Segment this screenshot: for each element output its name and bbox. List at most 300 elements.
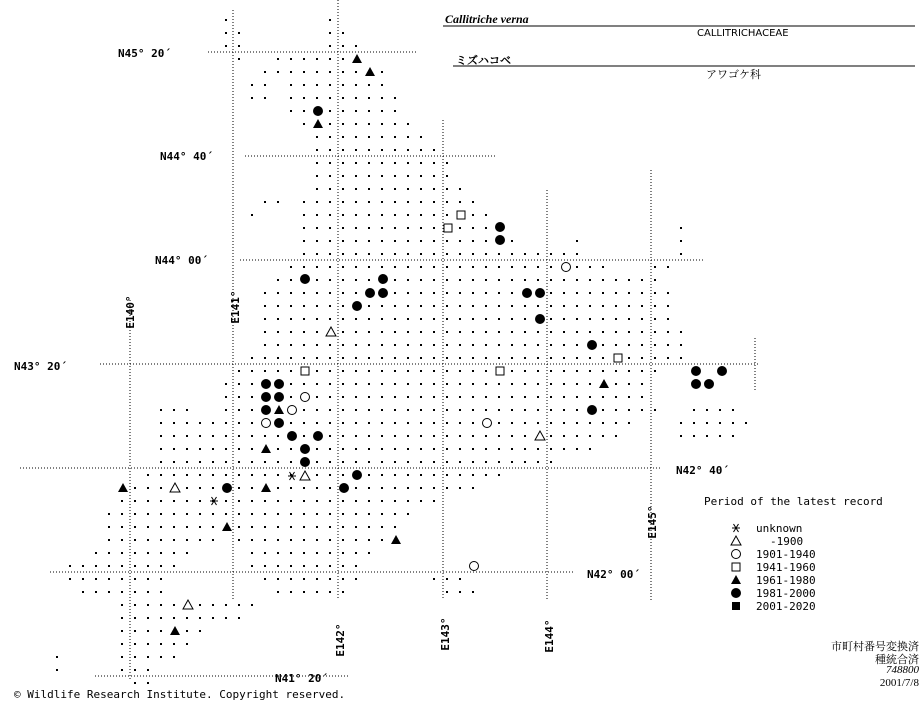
mesh-dot: [433, 253, 435, 255]
mesh-dot: [654, 370, 656, 372]
mesh-dot: [290, 383, 292, 385]
mesh-dot: [511, 435, 513, 437]
mesh-dot: [316, 266, 318, 268]
mesh-dot: [368, 539, 370, 541]
mesh-dot: [576, 266, 578, 268]
record-open-square: [444, 224, 452, 232]
legend-symbol-open-square: [732, 563, 740, 571]
mesh-dot: [485, 214, 487, 216]
mesh-dot: [329, 123, 331, 125]
mesh-dot: [407, 162, 409, 164]
mesh-dot: [303, 513, 305, 515]
mesh-dot: [459, 448, 461, 450]
mesh-dot: [212, 448, 214, 450]
mesh-dot: [446, 162, 448, 164]
mesh-dot: [550, 344, 552, 346]
mesh-dot: [459, 422, 461, 424]
mesh-dot: [290, 591, 292, 593]
mesh-dot: [264, 71, 266, 73]
record-filled-triangle: [274, 405, 284, 414]
mesh-dot: [420, 448, 422, 450]
mesh-dot: [316, 370, 318, 372]
mesh-dot: [342, 201, 344, 203]
mesh-dot: [446, 578, 448, 580]
mesh-dot: [277, 591, 279, 593]
mesh-dot: [394, 513, 396, 515]
mesh-dot: [381, 513, 383, 515]
mesh-dot: [355, 526, 357, 528]
mesh-dot: [485, 318, 487, 320]
mesh-dot: [446, 461, 448, 463]
mesh-dot: [667, 344, 669, 346]
mesh-dot: [225, 461, 227, 463]
mesh-dot: [485, 240, 487, 242]
mesh-dot: [329, 396, 331, 398]
mesh-dot: [355, 84, 357, 86]
mesh-dot: [303, 318, 305, 320]
mesh-dot: [420, 409, 422, 411]
mesh-dot: [381, 435, 383, 437]
mesh-dot: [121, 656, 123, 658]
mesh-dot: [264, 84, 266, 86]
mesh-dot: [368, 383, 370, 385]
mesh-dot: [355, 266, 357, 268]
mesh-dot: [342, 149, 344, 151]
mesh-dot: [719, 422, 721, 424]
mesh-dot: [238, 513, 240, 515]
mesh-dot: [368, 266, 370, 268]
mesh-dot: [472, 201, 474, 203]
mesh-dot: [407, 500, 409, 502]
mesh-dot: [446, 188, 448, 190]
mesh-dot: [173, 643, 175, 645]
mesh-dot: [303, 539, 305, 541]
mesh-dot: [355, 162, 357, 164]
mesh-dot: [407, 266, 409, 268]
mesh-dot: [641, 370, 643, 372]
mesh-dot: [641, 305, 643, 307]
mesh-dot: [342, 71, 344, 73]
mesh-dot: [550, 435, 552, 437]
mesh-dot: [420, 422, 422, 424]
mesh-dot: [225, 383, 227, 385]
mesh-dot: [524, 331, 526, 333]
mesh-dot: [290, 357, 292, 359]
mesh-dot: [342, 162, 344, 164]
mesh-dot: [407, 227, 409, 229]
mesh-dot: [433, 292, 435, 294]
mesh-dot: [602, 318, 604, 320]
mesh-dot: [316, 58, 318, 60]
mesh-dot: [342, 123, 344, 125]
mesh-dot: [69, 578, 71, 580]
mesh-dot: [446, 331, 448, 333]
mesh-dot: [251, 97, 253, 99]
mesh-dot: [381, 344, 383, 346]
mesh-dot: [277, 552, 279, 554]
mesh-dot: [238, 409, 240, 411]
mesh-dot: [641, 357, 643, 359]
latitude-label: N41° 20´: [275, 672, 328, 685]
mesh-dot: [329, 305, 331, 307]
mesh-dot: [407, 149, 409, 151]
mesh-dot: [485, 292, 487, 294]
mesh-dot: [693, 435, 695, 437]
record-filled-circle: [495, 222, 505, 232]
record-filled-circle: [587, 405, 597, 415]
record-open-square: [301, 367, 309, 375]
mesh-dot: [316, 279, 318, 281]
mesh-dot: [238, 461, 240, 463]
mesh-dot: [134, 500, 136, 502]
mesh-dot: [732, 422, 734, 424]
mesh-dot: [199, 448, 201, 450]
mesh-dot: [121, 630, 123, 632]
mesh-dot: [420, 253, 422, 255]
mesh-dot: [277, 331, 279, 333]
mesh-dot: [576, 279, 578, 281]
mesh-dot: [472, 422, 474, 424]
mesh-dot: [381, 448, 383, 450]
mesh-dot: [316, 188, 318, 190]
mesh-dot: [550, 357, 552, 359]
mesh-dot: [173, 422, 175, 424]
mesh-dot: [433, 331, 435, 333]
mesh-dot: [550, 266, 552, 268]
mesh-dot: [290, 565, 292, 567]
mesh-dot: [550, 253, 552, 255]
mesh-dot: [732, 409, 734, 411]
mesh-dot: [264, 331, 266, 333]
mesh-dot: [537, 448, 539, 450]
mesh-dot: [160, 526, 162, 528]
legend-title: Period of the latest record: [704, 495, 883, 508]
mesh-dot: [472, 357, 474, 359]
mesh-dot: [472, 240, 474, 242]
mesh-dot: [199, 539, 201, 541]
mesh-dot: [355, 539, 357, 541]
mesh-dot: [693, 409, 695, 411]
mesh-dot: [524, 305, 526, 307]
mesh-dot: [368, 214, 370, 216]
legend-symbol-filled-circle: [731, 588, 741, 598]
mesh-dot: [303, 435, 305, 437]
mesh-dot: [524, 370, 526, 372]
mesh-dot: [342, 357, 344, 359]
record-filled-circle: [261, 392, 271, 402]
mesh-dot: [602, 422, 604, 424]
mesh-dot: [407, 370, 409, 372]
mesh-dot: [147, 682, 149, 684]
mesh-dot: [394, 409, 396, 411]
mesh-dot: [329, 201, 331, 203]
mesh-dot: [186, 513, 188, 515]
mesh-dot: [368, 461, 370, 463]
mesh-dot: [589, 435, 591, 437]
mesh-dot: [485, 409, 487, 411]
mesh-dot: [186, 448, 188, 450]
record-filled-circle: [704, 379, 714, 389]
mesh-dot: [420, 188, 422, 190]
mesh-dot: [277, 435, 279, 437]
mesh-dot: [550, 461, 552, 463]
mesh-dot: [303, 110, 305, 112]
mesh-dot: [160, 630, 162, 632]
mesh-dot: [212, 513, 214, 515]
mesh-dot: [498, 474, 500, 476]
mesh-dot: [407, 279, 409, 281]
mesh-dot: [459, 409, 461, 411]
record-filled-triangle: [222, 522, 232, 531]
mesh-dot: [212, 617, 214, 619]
mesh-dot: [446, 292, 448, 294]
mesh-dot: [147, 669, 149, 671]
mesh-dot: [472, 331, 474, 333]
mesh-dot: [381, 331, 383, 333]
mesh-dot: [264, 565, 266, 567]
record-open-circle: [262, 419, 271, 428]
mesh-dot: [108, 591, 110, 593]
record-filled-circle: [691, 379, 701, 389]
mesh-dot: [550, 318, 552, 320]
mesh-dot: [628, 357, 630, 359]
mesh-dot: [498, 435, 500, 437]
mesh-dot: [199, 617, 201, 619]
record-open-triangle: [300, 471, 310, 480]
mesh-dot: [368, 305, 370, 307]
family-japanese: アワゴケ科: [706, 68, 761, 81]
mesh-dot: [472, 474, 474, 476]
mesh-dot: [134, 617, 136, 619]
mesh-dot: [303, 344, 305, 346]
mesh-dot: [381, 383, 383, 385]
mesh-dot: [446, 214, 448, 216]
mesh-dot: [121, 552, 123, 554]
mesh-dot: [121, 526, 123, 528]
occurrence-records: [118, 54, 727, 635]
mesh-dot: [446, 422, 448, 424]
mesh-dot: [459, 357, 461, 359]
record-open-circle: [288, 406, 297, 415]
mesh-dot: [355, 240, 357, 242]
mesh-dot: [732, 435, 734, 437]
record-filled-circle: [378, 274, 388, 284]
record-filled-circle: [274, 379, 284, 389]
mesh-dot: [446, 448, 448, 450]
mesh-dot: [303, 266, 305, 268]
mesh-dot: [225, 409, 227, 411]
mesh-dot: [589, 370, 591, 372]
mesh-dot: [316, 136, 318, 138]
mesh-dot: [511, 292, 513, 294]
mesh-dot: [329, 136, 331, 138]
record-filled-circle: [300, 274, 310, 284]
mesh-dot: [303, 500, 305, 502]
mesh-dot: [277, 448, 279, 450]
mesh-dot: [264, 474, 266, 476]
mesh-dot: [329, 500, 331, 502]
survey-mesh-dots: [56, 19, 747, 684]
mesh-dot: [654, 292, 656, 294]
legend-label-1900: -1900: [770, 535, 804, 548]
mesh-dot: [576, 253, 578, 255]
mesh-dot: [641, 331, 643, 333]
mesh-dot: [264, 578, 266, 580]
mesh-dot: [511, 344, 513, 346]
mesh-dot: [498, 331, 500, 333]
record-filled-circle: [300, 444, 310, 454]
mesh-dot: [433, 578, 435, 580]
mesh-dot: [615, 409, 617, 411]
mesh-dot: [355, 578, 357, 580]
mesh-dot: [615, 370, 617, 372]
mesh-dot: [355, 461, 357, 463]
mesh-dot: [121, 591, 123, 593]
mesh-dot: [368, 123, 370, 125]
legend-symbol-filled-triangle: [731, 575, 741, 584]
mesh-dot: [394, 227, 396, 229]
mesh-dot: [329, 539, 331, 541]
mesh-dot: [615, 383, 617, 385]
mesh-dot: [147, 539, 149, 541]
mesh-dot: [602, 305, 604, 307]
mesh-dot: [108, 513, 110, 515]
mesh-dot: [238, 58, 240, 60]
mesh-dot: [303, 58, 305, 60]
mesh-dot: [381, 227, 383, 229]
mesh-dot: [511, 305, 513, 307]
mesh-dot: [433, 214, 435, 216]
mesh-dot: [667, 331, 669, 333]
mesh-dot: [355, 97, 357, 99]
mesh-dot: [329, 474, 331, 476]
mesh-dot: [355, 292, 357, 294]
mesh-dot: [511, 357, 513, 359]
mesh-dot: [433, 487, 435, 489]
mesh-dot: [290, 58, 292, 60]
mesh-dot: [108, 565, 110, 567]
mesh-dot: [342, 409, 344, 411]
mesh-dot: [316, 84, 318, 86]
mesh-dot: [316, 513, 318, 515]
mesh-dot: [537, 422, 539, 424]
mesh-dot: [498, 461, 500, 463]
mesh-dot: [238, 474, 240, 476]
mesh-dot: [147, 617, 149, 619]
mesh-dot: [134, 682, 136, 684]
mesh-dot: [264, 552, 266, 554]
mesh-dot: [134, 643, 136, 645]
legend-label-1901-1940: 1901-1940: [756, 548, 816, 561]
mesh-dot: [277, 500, 279, 502]
mesh-dot: [368, 370, 370, 372]
mesh-dot: [238, 539, 240, 541]
mesh-dot: [368, 552, 370, 554]
mesh-dot: [316, 305, 318, 307]
mesh-dot: [329, 318, 331, 320]
mesh-dot: [82, 591, 84, 593]
mesh-dot: [225, 474, 227, 476]
mesh-dot: [303, 214, 305, 216]
mesh-dot: [316, 162, 318, 164]
mesh-dot: [121, 617, 123, 619]
mesh-dot: [615, 279, 617, 281]
mesh-dot: [433, 448, 435, 450]
mesh-dot: [277, 344, 279, 346]
mesh-dot: [316, 201, 318, 203]
mesh-dot: [576, 409, 578, 411]
record-filled-triangle: [365, 67, 375, 76]
mesh-dot: [316, 253, 318, 255]
mesh-dot: [394, 292, 396, 294]
mesh-dot: [381, 409, 383, 411]
mesh-dot: [472, 292, 474, 294]
mesh-dot: [433, 227, 435, 229]
mesh-dot: [498, 383, 500, 385]
record-filled-circle: [300, 457, 310, 467]
mesh-dot: [394, 435, 396, 437]
mesh-dot: [381, 71, 383, 73]
mesh-dot: [576, 305, 578, 307]
legend-label-1981-2000: 1981-2000: [756, 587, 816, 600]
mesh-dot: [654, 279, 656, 281]
mesh-dot: [147, 513, 149, 515]
mesh-dot: [173, 448, 175, 450]
mesh-dot: [134, 565, 136, 567]
mesh-dot: [719, 409, 721, 411]
mesh-dot: [498, 253, 500, 255]
record-open-triangle: [183, 600, 193, 609]
record-filled-triangle: [261, 444, 271, 453]
mesh-dot: [550, 331, 552, 333]
mesh-dot: [420, 175, 422, 177]
mesh-dot: [355, 448, 357, 450]
mesh-dot: [342, 539, 344, 541]
mesh-dot: [69, 565, 71, 567]
mesh-dot: [472, 487, 474, 489]
mesh-dot: [563, 409, 565, 411]
mesh-dot: [394, 396, 396, 398]
mesh-dot: [329, 461, 331, 463]
mesh-dot: [550, 383, 552, 385]
mesh-dot: [303, 84, 305, 86]
mesh-dot: [303, 422, 305, 424]
mesh-dot: [329, 292, 331, 294]
mesh-dot: [355, 201, 357, 203]
coordinate-gridlines: [20, 0, 760, 680]
mesh-dot: [212, 604, 214, 606]
mesh-dot: [381, 487, 383, 489]
mesh-dot: [121, 565, 123, 567]
mesh-dot: [407, 409, 409, 411]
mesh-dot: [459, 253, 461, 255]
record-filled-circle: [261, 379, 271, 389]
mesh-dot: [394, 136, 396, 138]
mesh-dot: [186, 435, 188, 437]
mesh-dot: [537, 409, 539, 411]
mesh-dot: [446, 435, 448, 437]
mesh-dot: [264, 500, 266, 502]
mesh-dot: [186, 461, 188, 463]
mesh-dot: [329, 240, 331, 242]
mesh-dot: [368, 422, 370, 424]
mesh-dot: [563, 331, 565, 333]
mesh-dot: [446, 357, 448, 359]
mesh-dot: [576, 448, 578, 450]
mesh-dot: [342, 32, 344, 34]
mesh-dot: [290, 500, 292, 502]
mesh-dot: [329, 32, 331, 34]
